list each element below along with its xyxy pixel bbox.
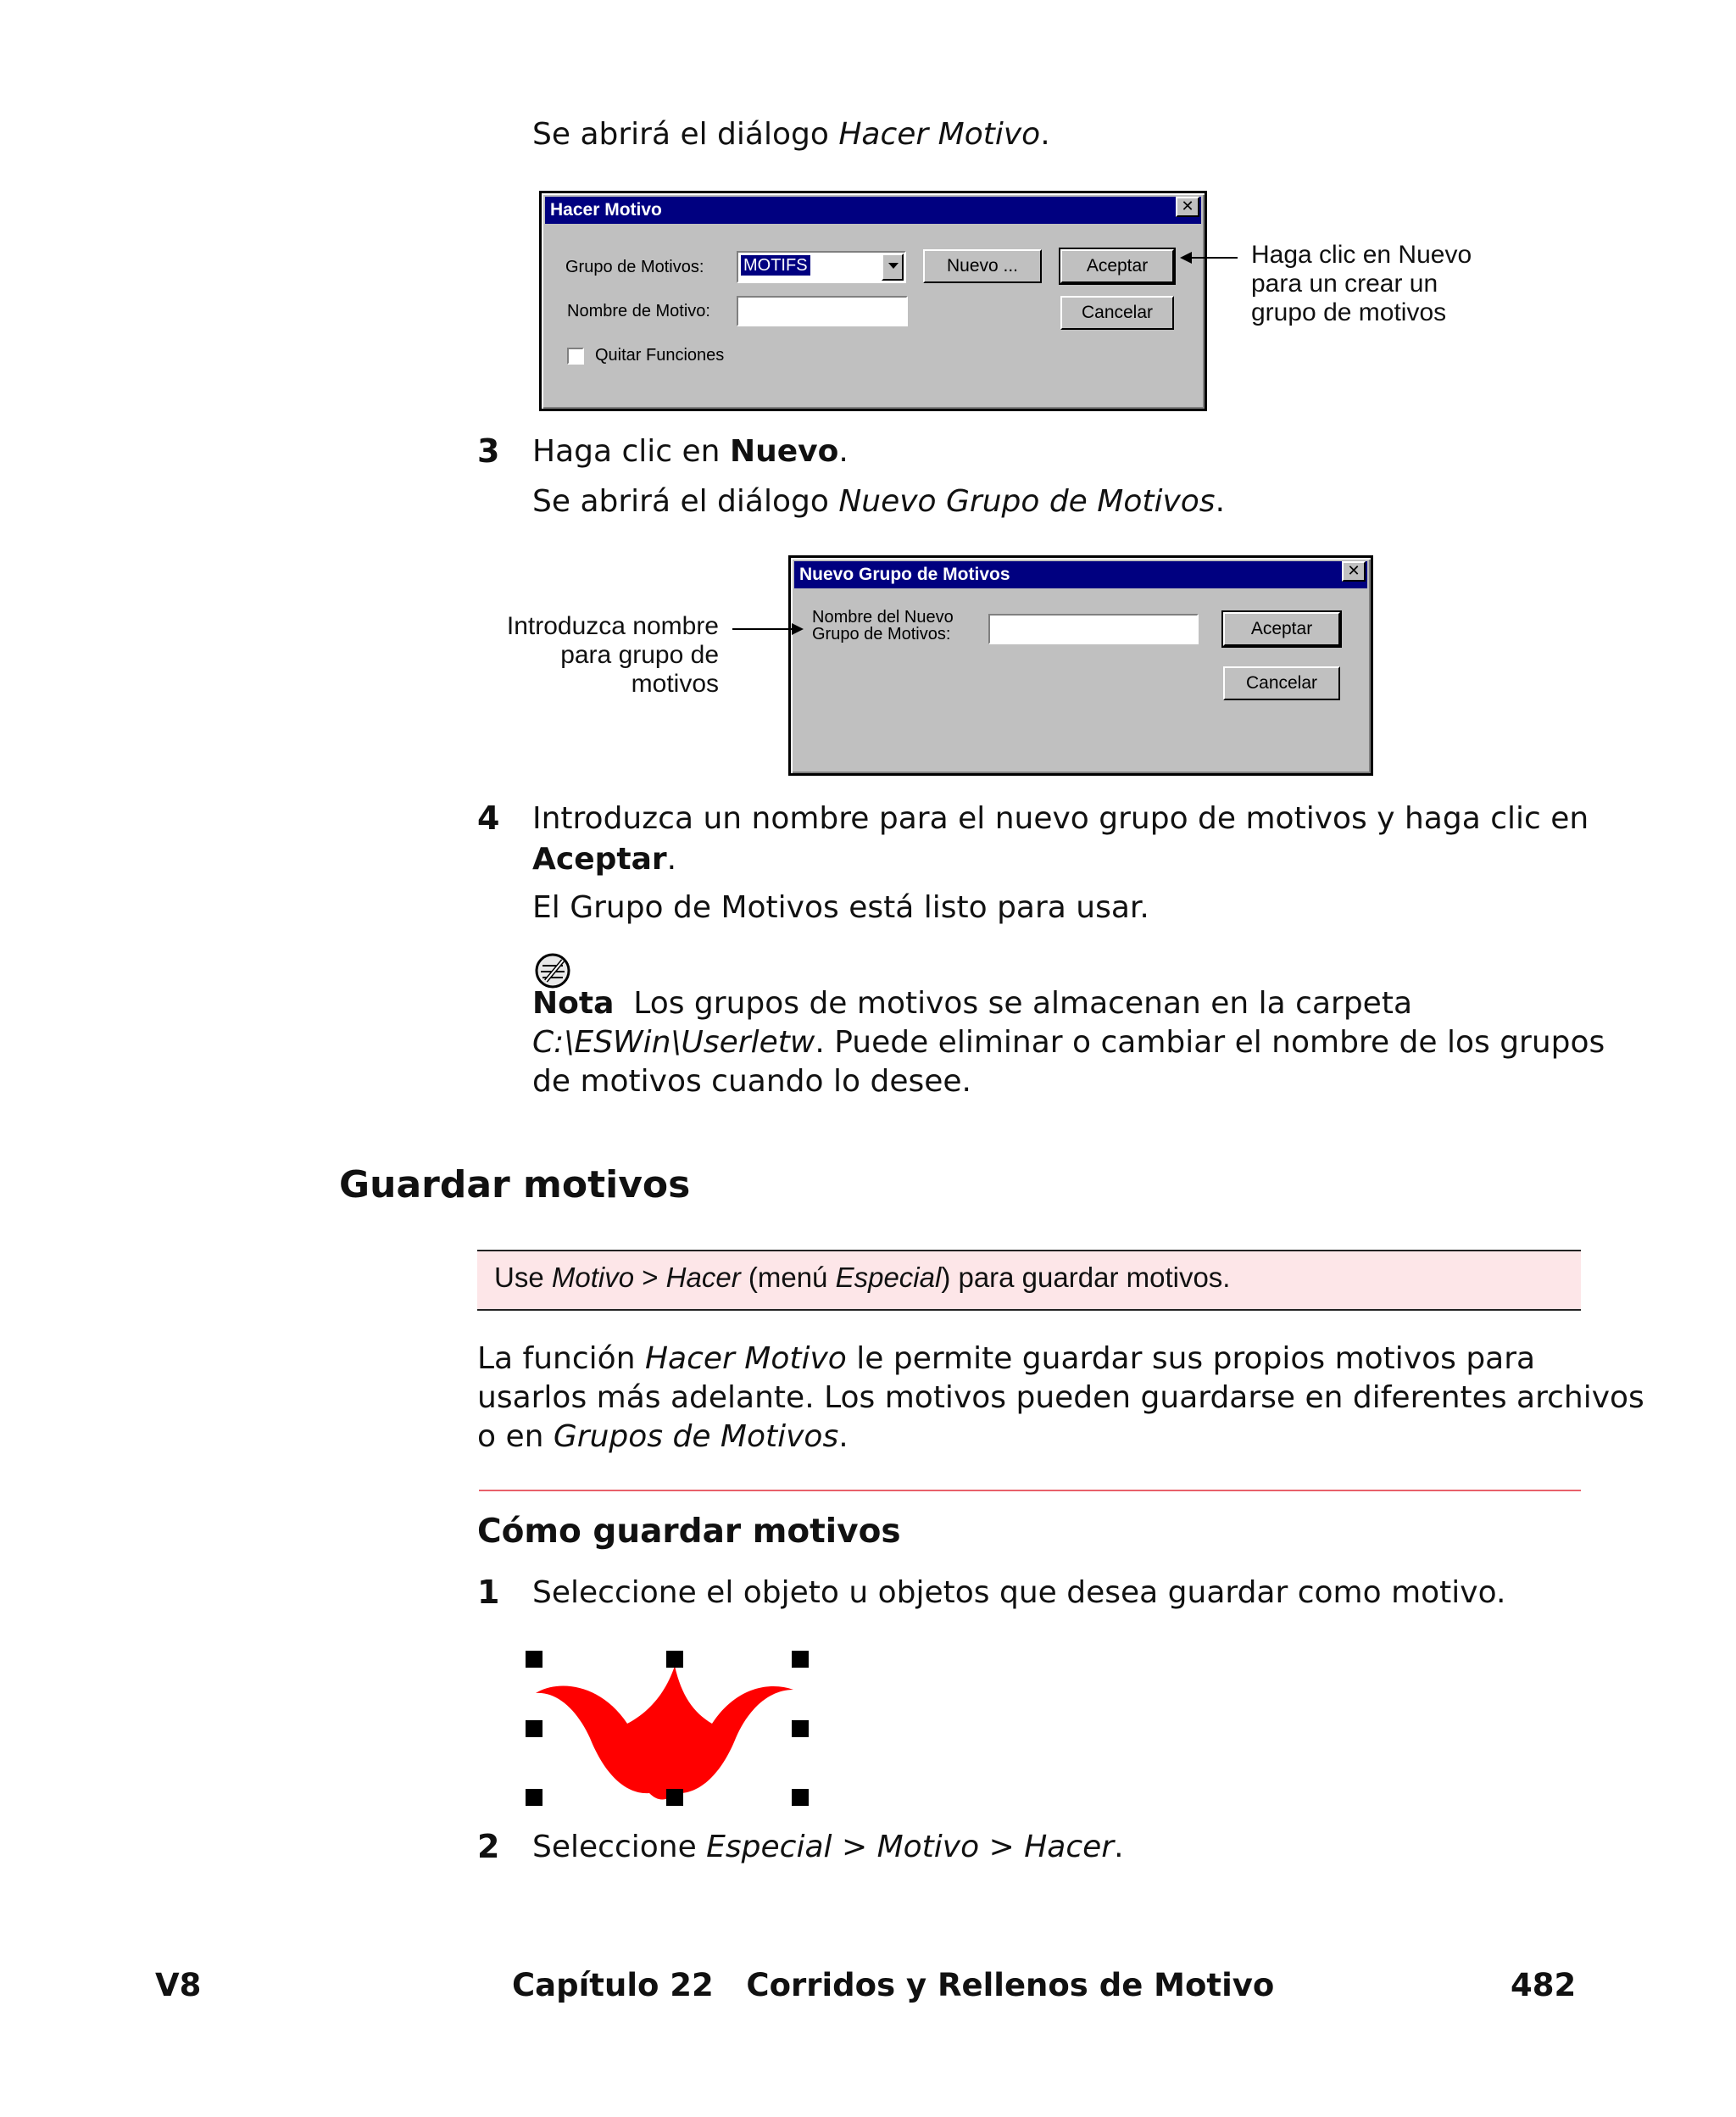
selection-handle[interactable] bbox=[526, 1789, 542, 1806]
dialog-title: Nuevo Grupo de Motivos bbox=[794, 561, 1367, 588]
section-title: Guardar motivos bbox=[339, 1163, 691, 1206]
cancel-button[interactable]: Cancelar bbox=[1223, 666, 1340, 700]
dialog-title: Hacer Motivo bbox=[545, 197, 1201, 224]
chevron-down-icon[interactable] bbox=[882, 253, 904, 281]
arrow-head bbox=[792, 623, 804, 635]
step4-result-text: El Grupo de Motivos está listo para usar. bbox=[532, 890, 1149, 925]
paragraph-line-3: o en Grupos de Motivos. bbox=[477, 1419, 849, 1454]
step1-text: Seleccione el objeto u objetos que desea guardar como motivo. bbox=[532, 1575, 1506, 1610]
close-icon[interactable]: ✕ bbox=[1176, 197, 1199, 217]
paragraph-line-2: usarlos más adelante. Los motivos pueden guardarse en diferentes archivos bbox=[477, 1380, 1644, 1415]
new-group-name-label: Nombre del Nuevo Grupo de Motivos: bbox=[812, 608, 954, 643]
checkbox-label: Quitar Funciones bbox=[595, 346, 725, 365]
nuevo-grupo-dialog bbox=[788, 555, 1373, 776]
cancel-button[interactable]: Cancelar bbox=[1060, 296, 1174, 330]
step2-text: Seleccione Especial > Motivo > Hacer. bbox=[532, 1830, 1124, 1864]
remove-functions-checkbox[interactable] bbox=[567, 348, 584, 365]
callout-enter-name: Introduzca nombre para grupo de motivos bbox=[506, 612, 719, 698]
selection-handle[interactable] bbox=[666, 1651, 683, 1668]
new-group-name-input[interactable] bbox=[988, 614, 1199, 644]
group-selected-value: MOTIFS bbox=[741, 255, 810, 276]
footer-page-number: 482 bbox=[1511, 1967, 1577, 2003]
shortcut-box bbox=[477, 1250, 1581, 1311]
step3-text: Haga clic en Nuevo. bbox=[532, 434, 849, 469]
selection-handle[interactable] bbox=[792, 1720, 809, 1737]
selection-handle[interactable] bbox=[792, 1651, 809, 1668]
selection-handle[interactable] bbox=[526, 1720, 542, 1737]
arrow-line bbox=[1190, 257, 1238, 259]
note-line-1: Nota Los grupos de motivos se almacenan en la carpeta bbox=[532, 986, 1413, 1021]
name-label: Nombre de Motivo: bbox=[567, 302, 710, 320]
step-number: 2 bbox=[477, 1828, 500, 1865]
hacer-motivo-dialog bbox=[539, 191, 1207, 411]
callout-new-group: Haga clic en Nuevo para un crear un grupo de motivos bbox=[1251, 241, 1472, 326]
intro-text: Se abrirá el diálogo Hacer Motivo. bbox=[532, 117, 1050, 152]
section-divider bbox=[479, 1490, 1581, 1491]
subsection-title: Cómo guardar motivos bbox=[477, 1513, 901, 1551]
selection-handle[interactable] bbox=[792, 1789, 809, 1806]
selected-motif[interactable] bbox=[524, 1649, 812, 1806]
selection-handle[interactable] bbox=[666, 1789, 683, 1806]
step-number: 4 bbox=[477, 799, 500, 837]
group-label: Grupo de Motivos: bbox=[565, 258, 704, 276]
footer-chapter: Capítulo 22 Corridos y Rellenos de Motivo bbox=[512, 1967, 1275, 2003]
step4-text: Introduzca un nombre para el nuevo grupo de motivos y haga clic en bbox=[532, 801, 1589, 836]
paragraph-line-1: La función Hacer Motivo le permite guardar sus propios motivos para bbox=[477, 1341, 1536, 1376]
tulip-motif-shape bbox=[524, 1649, 812, 1806]
new-button[interactable]: Nuevo ... bbox=[923, 249, 1042, 283]
close-icon[interactable]: ✕ bbox=[1342, 561, 1366, 582]
step3-result-text: Se abrirá el diálogo Nuevo Grupo de Motivos. bbox=[532, 484, 1226, 519]
name-input[interactable] bbox=[737, 296, 908, 326]
accept-button[interactable]: Aceptar bbox=[1223, 612, 1340, 646]
footer-version: V8 bbox=[155, 1967, 202, 2003]
note-line-2: C:\ESWin\Userletw. Puede eliminar o cambiar el nombre de los grupos bbox=[532, 1025, 1605, 1060]
step-number: 1 bbox=[477, 1574, 500, 1611]
accept-button[interactable]: Aceptar bbox=[1060, 249, 1174, 283]
step-number: 3 bbox=[477, 432, 500, 470]
group-combo[interactable] bbox=[737, 251, 906, 283]
arrow-line bbox=[732, 628, 793, 630]
selection-handle[interactable] bbox=[526, 1651, 542, 1668]
note-line-3: de motivos cuando lo desee. bbox=[532, 1064, 971, 1099]
step4-text-cont: Aceptar. bbox=[532, 842, 677, 877]
shortcut-text: Use Motivo > Hacer (menú Especial) para guardar motivos. bbox=[494, 1262, 1231, 1293]
